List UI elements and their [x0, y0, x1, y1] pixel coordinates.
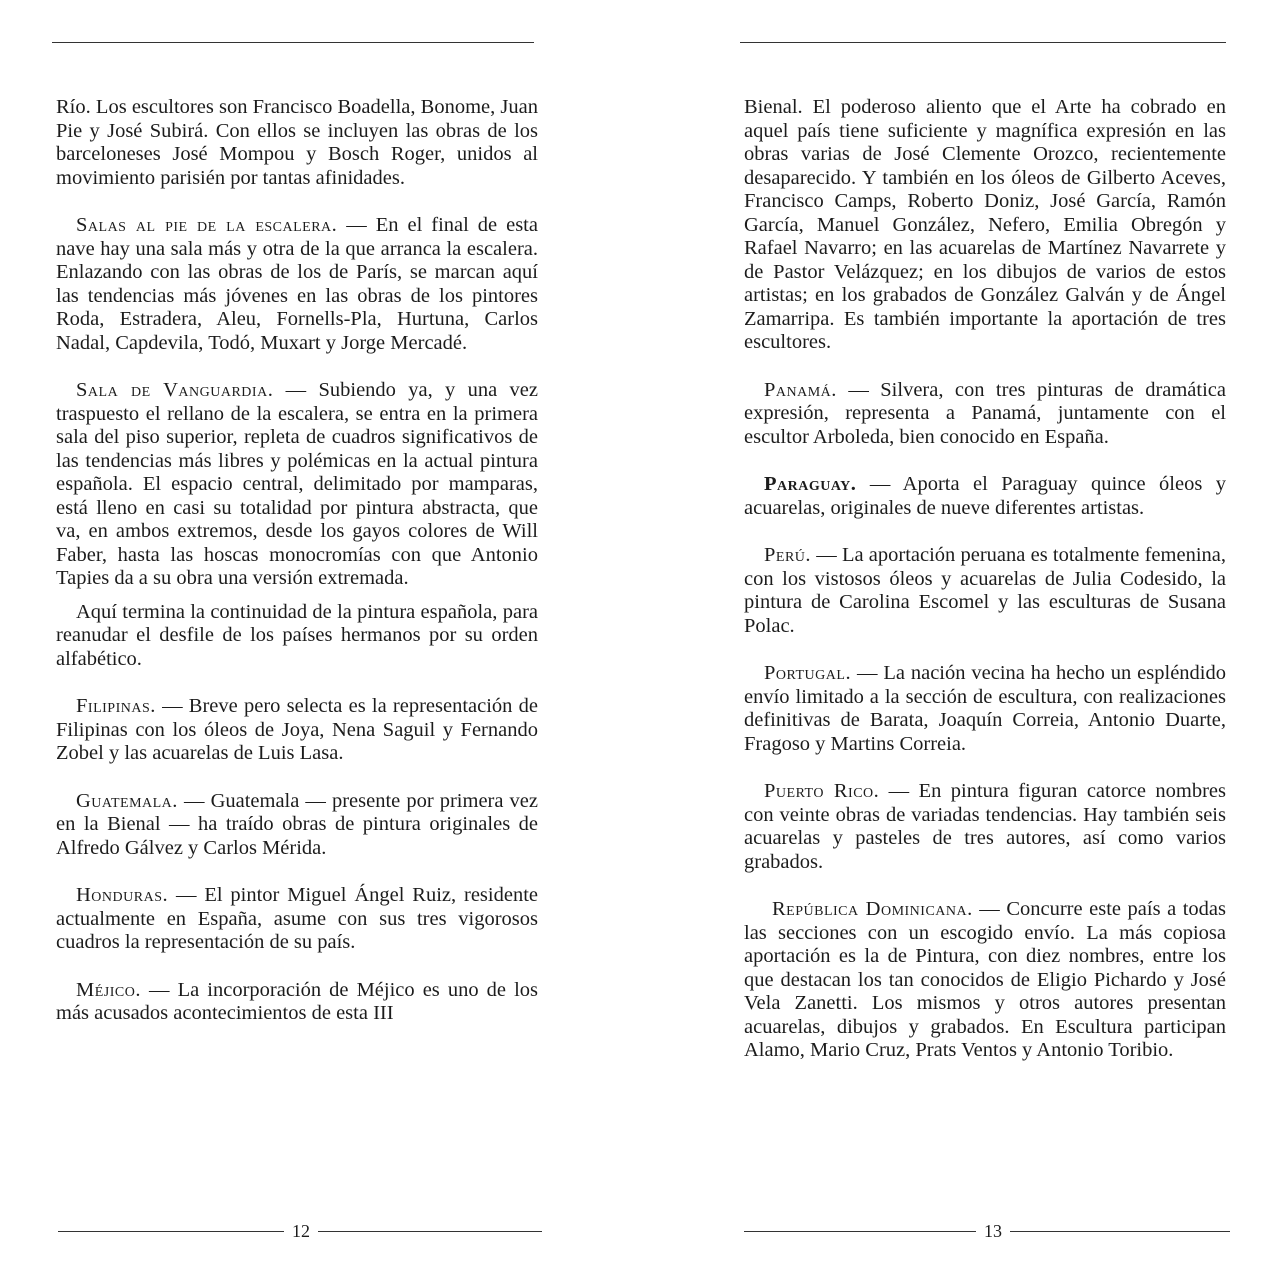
section-heading: Méjico. [76, 978, 141, 1001]
paragraph-puerto-rico [744, 780, 1226, 874]
footer-rule-right [1010, 1231, 1230, 1232]
paragraph-text: Río. Los escultores son Francisco Boadella, Bonome, Juan Pie y José Subirá. Con ellos se incluyen las obras de los barceloneses José Mompou y Bosch Roger, unidos al movimiento parisién por tantas afinidades. [56, 96, 538, 189]
section-heading: Honduras. [76, 884, 169, 906]
section-heading: Salas al pie de la escalera. [76, 214, 338, 236]
paragraph-text: — Silvera, con tres pinturas de dramática expresión, representa a Panamá, juntamente con el escultor Arboleda, bien conocido en España. [744, 378, 1226, 448]
section-heading: Guatemala. [76, 789, 178, 812]
page-number: 12 [292, 1221, 310, 1241]
section-heading: Paraguay. [764, 473, 857, 495]
paragraph-mejico [56, 979, 538, 1026]
section-heading: Perú. [764, 544, 812, 566]
paragraph-text: — La incorporación de Méjico es uno de los más acusados acontecimientos de esta III [56, 978, 538, 1024]
paragraph-continuidad [56, 601, 538, 672]
paragraph-text: — La aportación peruana es totalmente femenina, con los vistosos óleos y acuarelas de Julia Codesido, la pintura de Carolina Escomel y las esculturas de Susana Polac. [744, 544, 1226, 637]
footer-rule-left [58, 1231, 284, 1232]
paragraph-text: — En pintura figuran catorce nombres con veinte obras de variadas tendencias. Hay también seis acuarelas y pasteles de tres autores, así como varios grabados. [744, 780, 1226, 873]
footer-rule-left [744, 1231, 976, 1232]
section-heading: República Dominicana. [772, 898, 973, 920]
right-page-text [744, 96, 1226, 1063]
paragraph-text: Bienal. El poderoso aliento que el Arte ha cobrado en aquel país tiene suficiente y magnífica expresión en las obras varias de José Clemente Orozco, recientemente desaparecido. Y también en los óleos de Gilberto Aceves, Francisco Camps, Roberto Doniz, José García, Ramón García, Manuel González, Nefero, Emilia Obregón y Rafael Navarro; en las acuarelas de Martínez Navarrete y de Pastor Velázquez; en los dibujos de varios de estos artistas; en los grabados de González Galván y de Ángel Zamarripa. Es también importante la aportación de tres escultores. [744, 96, 1226, 353]
page-footer [58, 1220, 542, 1244]
page-number: 13 [984, 1221, 1002, 1241]
paragraph-text: — Aporta el Paraguay quince óleos y acuarelas, originales de nueve diferentes artistas. [744, 473, 1226, 519]
paragraph-panama [744, 379, 1226, 450]
top-rule [52, 42, 534, 43]
paragraph-paraguay [744, 473, 1226, 520]
paragraph-filipinas [56, 695, 538, 766]
paragraph-guatemala [56, 790, 538, 861]
section-heading: Filipinas. [76, 695, 156, 717]
paragraph-text: — El pintor Miguel Ángel Ruiz, residente actualmente en España, asume con sus tres vigorosos cuadros la representación de su país. [56, 884, 538, 953]
paragraph-mejico-continuation [744, 96, 1226, 355]
section-heading: Puerto Rico. [764, 780, 880, 802]
left-page-text [56, 96, 538, 1026]
paragraph-text: — Breve pero selecta es la representación de Filipinas con los óleos de Joya, Nena Saguil y Fernando Zobel y las acuarelas de Luis Lasa. [56, 695, 538, 764]
paragraph-text: — La nación vecina ha hecho un espléndido envío limitado a la sección de escultura, con realizaciones definitivas de Barata, Joaquín Correia, Antonio Duarte, Fragoso y Martins Correia. [744, 662, 1226, 755]
paragraph-text: — En el final de esta nave hay una sala más y otra de la que arranca la escalera. Enlazando con las obras de los de París, se marcan aquí las tendencias más jóvenes en las obras de los pintores Roda, Estradera, Aleu, Fornells-Pla, Hurtuna, Carlos Nadal, Capdevila, Todó, Muxart y Jorge Mercadé. [56, 214, 538, 354]
section-heading: Panamá. [764, 378, 837, 401]
paragraph-honduras [56, 884, 538, 955]
paragraph-portugal [744, 662, 1226, 756]
paragraph-text: — Concurre este país a todas las secciones con un escogido envío. La más copiosa aportación es la de Pintura, con diez nombres, entre los que destacan los tan conocidos de Eligio Pichardo y José Vela Zanetti. Los mismos y otros autores presentan acuarelas, dibujos y grabados. En Escultura participan Alamo, Mario Cruz, Prats Ventos y Antonio Toribio. [744, 898, 1226, 1061]
top-rule [740, 42, 1226, 43]
paragraph-republica-dominicana [744, 898, 1226, 1063]
section-heading: Sala de Vanguardia. [76, 379, 274, 401]
paragraph-rio-continuation [56, 96, 538, 190]
paragraph-salas-escalera [56, 214, 538, 355]
paragraph-peru [744, 544, 1226, 638]
page-footer [744, 1220, 1230, 1244]
section-heading: Portugal. [764, 662, 852, 684]
paragraph-text: Aquí termina la continuidad de la pintura española, para reanudar el desfile de los países hermanos por su orden alfabético. [56, 600, 538, 670]
right-page [634, 0, 1268, 1280]
paragraph-sala-vanguardia [56, 379, 538, 591]
footer-rule-right [318, 1231, 542, 1232]
paragraph-text: — Subiendo ya, y una vez traspuesto el rellano de la escalera, se entra en la primera sala del piso superior, repleta de cuadros significativos de las tendencias más libres y polémicas en la actual pintura española. El espacio central, delimitado por mamparas, está lleno en casi su totalidad por pintura abstracta, que va, en ambos extremos, desde los gayos colores de Will Faber, hasta las hoscas monocromías con que Antonio Tapies da a su obra una versión extremada. [56, 379, 539, 589]
paragraph-text: — Guatemala — presente por primera vez en la Bienal — ha traído obras de pintura originales de Alfredo Gálvez y Carlos Mérida. [56, 789, 538, 859]
